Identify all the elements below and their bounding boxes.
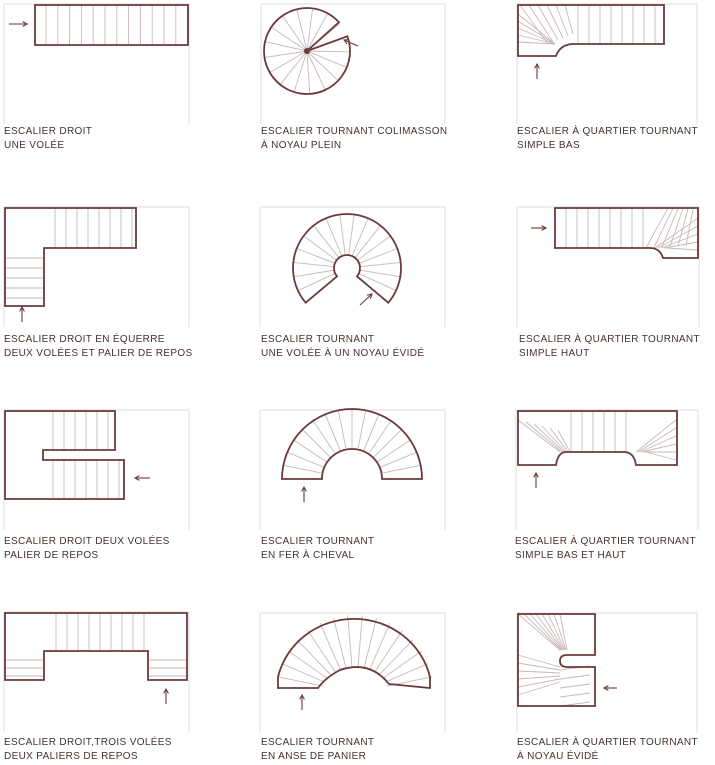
frame-line	[4, 4, 189, 124]
stair-step	[518, 663, 560, 670]
caption-droit-trois-volees	[4, 736, 172, 764]
frame-line	[4, 410, 189, 530]
caption-fer-a-cheval	[261, 535, 374, 563]
caption-line2: UNE VOLÉE À UN NOYAU ÉVIDÉ	[261, 348, 425, 359]
stair-step	[560, 684, 590, 688]
plan-quartier-bas-et-haut	[516, 410, 698, 530]
caption-line2: À NOYAU PLEIN	[261, 140, 342, 151]
plan-droit-equerre	[4, 207, 189, 327]
stair-step	[364, 618, 377, 669]
stair-step	[307, 51, 338, 81]
caption-quartier-noyau-evide	[517, 736, 698, 764]
stair-step	[359, 248, 397, 263]
frame-line	[261, 4, 445, 124]
plan-anse-de-panier	[260, 613, 445, 733]
stair-outline	[5, 208, 136, 306]
caption-line2: EN FER À CHEVAL	[261, 550, 355, 561]
stair-step	[363, 414, 378, 451]
stair-step	[380, 452, 417, 467]
plan-quartier-simple-haut	[517, 207, 699, 327]
frame-line	[260, 410, 445, 530]
frame-line	[4, 612, 189, 732]
stair-step	[334, 618, 347, 669]
stair-outline	[518, 614, 595, 706]
caption-line1: ESCALIER TOURNANT	[261, 737, 375, 748]
stair-step	[636, 420, 676, 452]
stair-step	[377, 440, 410, 462]
caption-anse-de-panier	[261, 736, 374, 764]
stair-step	[667, 248, 698, 250]
stair-step	[518, 614, 560, 650]
caption-quartier-simple-bas	[517, 125, 698, 153]
stair-step	[369, 421, 391, 454]
stair-outline	[278, 619, 430, 688]
caption-colimasson	[261, 125, 448, 153]
caption-escalier-droit	[4, 125, 92, 153]
stair-outline	[518, 5, 664, 56]
frame-line	[517, 4, 697, 124]
stair-step	[307, 8, 313, 51]
frame-line	[517, 613, 697, 733]
plan-noyau-evide	[260, 207, 445, 327]
stair-step	[303, 430, 331, 458]
caption-line1: ESCALIER À QUARTIER TOURNANT	[519, 334, 700, 345]
stair-step	[349, 214, 354, 255]
stair-step	[358, 410, 366, 449]
caption-line2: DEUX VOLÉES ET PALIER DE REPOS	[4, 348, 193, 359]
plan-quartier-simple-bas	[517, 4, 697, 124]
stair-step	[518, 671, 560, 673]
stair-step	[325, 414, 340, 451]
caption-line1: ESCALIER À QUARTIER TOURNANT	[517, 126, 698, 137]
frame-line	[517, 207, 699, 327]
stair-step	[374, 630, 402, 672]
stair-step	[320, 623, 341, 670]
stair-step	[518, 655, 560, 667]
stair-step	[686, 209, 693, 246]
frame-line	[4, 207, 189, 327]
stair-outline	[5, 411, 124, 499]
stair-step	[518, 682, 560, 695]
caption-noyau-evide	[261, 333, 424, 361]
stair-step	[530, 614, 562, 650]
stair-outline	[5, 613, 187, 680]
stair-step	[360, 262, 401, 266]
stair-step	[548, 614, 565, 650]
stair-step	[282, 16, 307, 51]
stair-step	[307, 51, 325, 90]
caption-droit-equerre	[4, 333, 193, 361]
plan-colimasson	[261, 4, 445, 124]
caption-line2: SIMPLE HAUT	[519, 348, 590, 359]
stair-step	[518, 679, 560, 687]
stair-step	[308, 630, 336, 672]
plan-escalier-droit	[4, 4, 189, 124]
caption-quartier-simple-haut	[519, 333, 700, 361]
stair-step	[340, 214, 345, 255]
stair-step	[307, 51, 347, 67]
caption-line1: ESCALIER TOURNANT	[261, 334, 375, 345]
newel-post	[304, 48, 310, 54]
stair-step	[280, 51, 307, 85]
direction-arrow	[360, 294, 372, 305]
stair-step	[560, 693, 590, 697]
caption-line1: ESCALIER DROIT,TROIS VOLÉES	[4, 737, 172, 748]
plan-droit-trois-volees	[4, 612, 189, 732]
caption-line1: ESCALIER TOURNANT	[261, 536, 375, 547]
caption-line2: SIMPLE BAS	[517, 140, 580, 151]
caption-line1: ESCALIER TOURNANT COLIMASSON	[261, 126, 448, 137]
stair-step	[518, 420, 560, 452]
stair-step	[326, 218, 342, 256]
stair-step	[307, 51, 310, 94]
caption-line1: ESCALIER À QUARTIER TOURNANT	[515, 536, 696, 547]
stair-step	[373, 430, 401, 458]
stair-step	[338, 410, 346, 449]
stair-step	[646, 452, 676, 460]
stair-step	[565, 5, 573, 34]
stair-step	[348, 615, 352, 668]
stair-step	[547, 5, 563, 38]
stair-step	[294, 270, 334, 277]
caption-line2: SIMPLE BAS ET HAUT	[515, 550, 627, 561]
stair-step	[358, 615, 362, 668]
stair-step	[360, 270, 400, 277]
stair-step	[381, 465, 420, 473]
caption-line2: UNE VOLÉE	[4, 140, 65, 151]
caption-line1: ESCALIER DROIT EN ÉQUERRE	[4, 334, 165, 345]
caption-line2: À NOYAU ÉVIDÉ	[517, 751, 599, 762]
plan-droit-deux-volees	[4, 410, 189, 530]
stair-step	[287, 452, 324, 467]
stair-step	[313, 421, 335, 454]
caption-line2: DEUX PALIERS DE REPOS	[4, 751, 138, 762]
stair-step	[352, 218, 368, 256]
stair-step	[518, 676, 560, 679]
stair-outline	[293, 214, 401, 303]
plan-quartier-noyau-evide	[517, 613, 697, 733]
plan-fer-a-cheval	[260, 409, 445, 530]
frame-line	[260, 613, 445, 733]
caption-droit-deux-volees	[4, 535, 170, 563]
caption-line1: ESCALIER À QUARTIER TOURNANT	[517, 737, 698, 748]
caption-line2: EN ANSE DE PANIER	[261, 751, 367, 762]
stair-step	[678, 209, 688, 246]
stair-step	[293, 262, 334, 266]
caption-line1: ESCALIER DROIT	[4, 126, 93, 137]
stair-step	[307, 51, 350, 52]
stair-step	[369, 623, 390, 670]
stair-step	[297, 248, 335, 263]
stair-step	[534, 424, 564, 452]
stair-step	[294, 440, 327, 462]
caption-line1: ESCALIER DROIT DEUX VOLÉES	[4, 536, 170, 547]
stair-step	[283, 465, 322, 473]
stair-step	[642, 444, 676, 452]
caption-quartier-bas-et-haut	[515, 535, 696, 563]
stair-step	[536, 614, 563, 650]
stair-step	[560, 675, 590, 679]
caption-line2: PALIER DE REPOS	[4, 550, 99, 561]
